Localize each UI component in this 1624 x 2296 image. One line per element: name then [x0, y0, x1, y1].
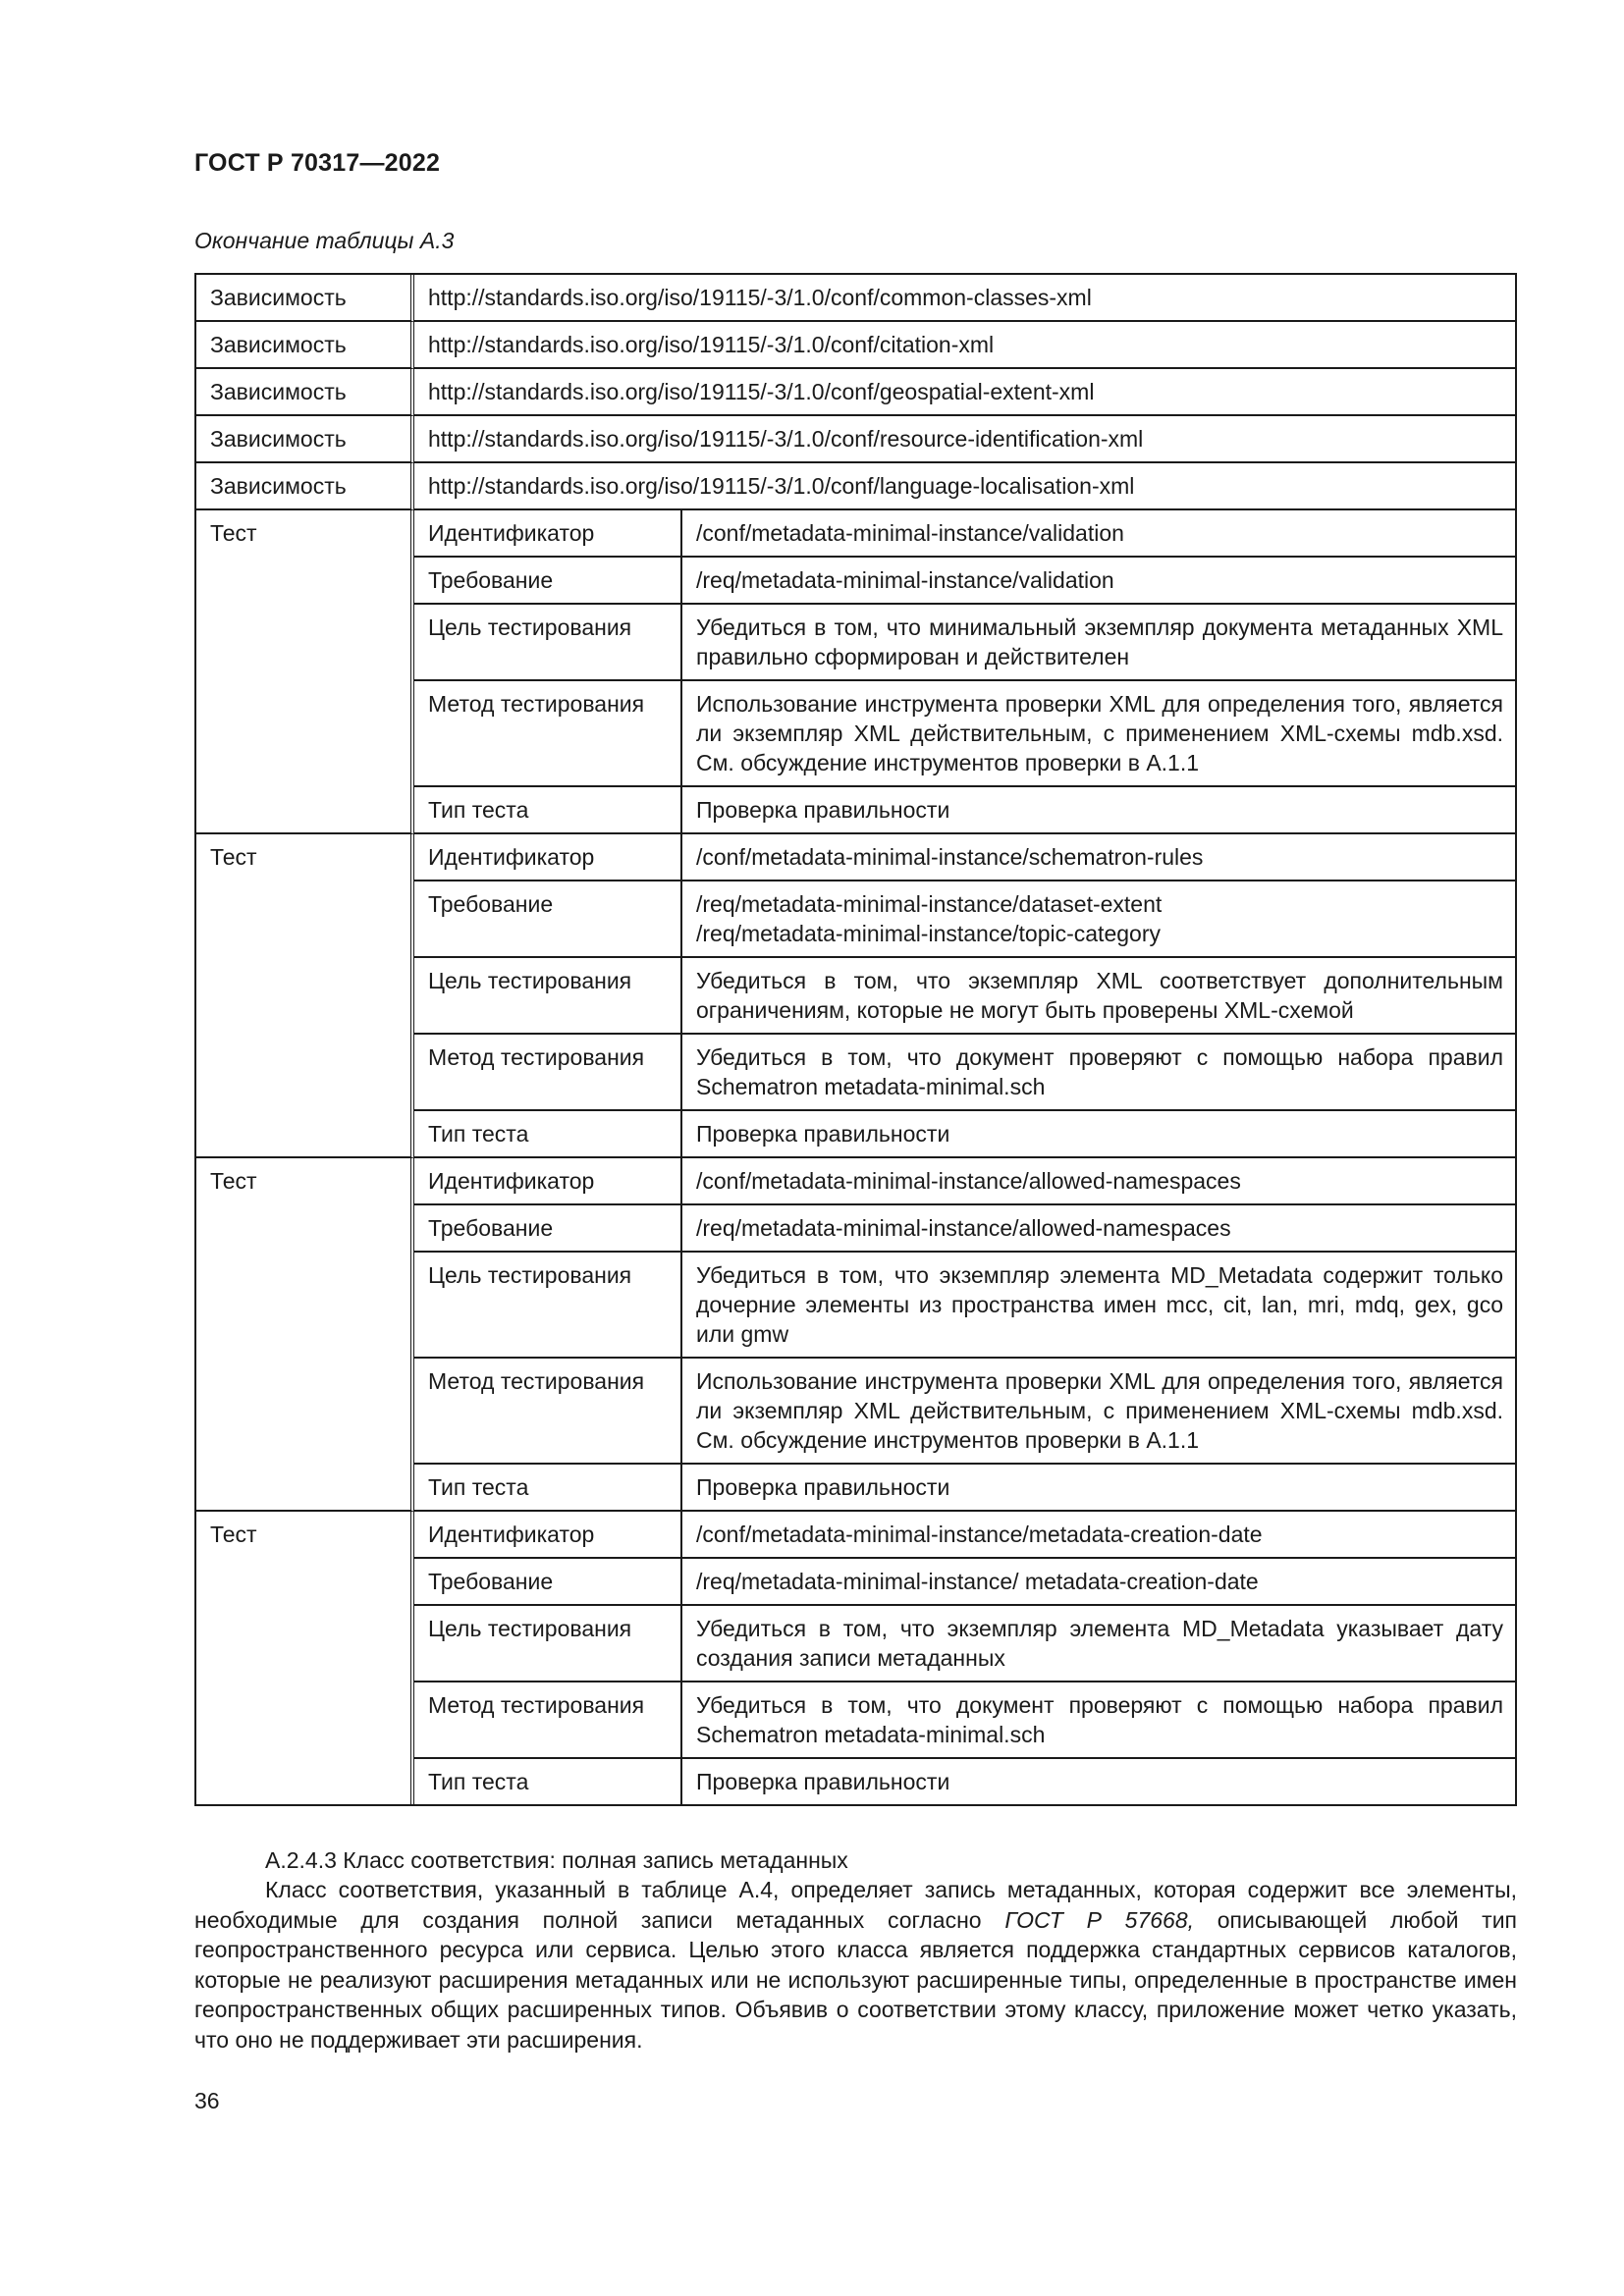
test-field-key: Идентификатор: [414, 510, 682, 558]
test-field-key: Идентификатор: [414, 1158, 682, 1205]
paragraph-text-2: описывающей любой тип геопространственного ресурса или сервиса. Целью этого класса является поддержка стандартных сервисов каталогов, которые не реализуют расширения метаданных или не используют расширенные типы, определенные в пространстве имен геопространственных общих расширенных типов. Объявив о соответствии этому классу, приложение может четко указать, что оно не поддерживает эти расширения.: [194, 1906, 1517, 2053]
dependency-uri: http://standards.iso.org/iso/19115/-3/1.0/conf/citation-xml: [414, 322, 1515, 369]
test-field-key: Цель тестирования: [414, 1606, 682, 1682]
test-field-key: Требование: [414, 1559, 682, 1606]
dependency-row: [196, 322, 1515, 369]
test-field-value: /req/metadata-minimal-instance/validation: [682, 558, 1515, 605]
test-label: Тест: [196, 1158, 414, 1512]
test-field-key: Идентификатор: [414, 1512, 682, 1559]
test-row: [196, 834, 1515, 881]
test-field-key: Цель тестирования: [414, 605, 682, 681]
test-field-key: Цель тестирования: [414, 1253, 682, 1359]
dependency-uri: http://standards.iso.org/iso/19115/-3/1.0/conf/language-localisation-xml: [414, 463, 1515, 510]
dependency-row: [196, 275, 1515, 322]
test-field-key: Требование: [414, 1205, 682, 1253]
dependency-label: Зависимость: [196, 463, 414, 510]
test-field-value: /req/metadata-minimal-instance/allowed-namespaces: [682, 1205, 1515, 1253]
table-caption: Окончание таблицы А.3: [194, 228, 455, 253]
test-row: [196, 510, 1515, 558]
standard-reference: ГОСТ Р 57668,: [1004, 1906, 1195, 1933]
test-field-key: Метод тестирования: [414, 1359, 682, 1465]
test-field-value: /conf/metadata-minimal-instance/metadata-creation-date: [682, 1512, 1515, 1559]
test-field-value: /req/metadata-minimal-instance/ metadata-creation-date: [682, 1559, 1515, 1606]
test-row: [196, 1512, 1515, 1559]
test-field-key: Тип теста: [414, 787, 682, 834]
test-label: Тест: [196, 510, 414, 834]
test-field-value: /conf/metadata-minimal-instance/schematron-rules: [682, 834, 1515, 881]
test-field-value: Проверка правильности: [682, 1465, 1515, 1512]
conformance-table: [194, 273, 1517, 1806]
dependency-row: [196, 416, 1515, 463]
test-field-value: Проверка правильности: [682, 787, 1515, 834]
section-paragraph: [194, 1875, 1517, 2055]
test-field-value: /conf/metadata-minimal-instance/validation: [682, 510, 1515, 558]
test-field-key: Метод тестирования: [414, 1035, 682, 1111]
dependency-uri: http://standards.iso.org/iso/19115/-3/1.0/conf/common-classes-xml: [414, 275, 1515, 322]
test-field-value: Проверка правильности: [682, 1111, 1515, 1158]
test-field-key: Цель тестирования: [414, 958, 682, 1035]
dependency-uri: http://standards.iso.org/iso/19115/-3/1.0/conf/geospatial-extent-xml: [414, 369, 1515, 416]
test-field-key: Требование: [414, 558, 682, 605]
test-field-key: Тип теста: [414, 1111, 682, 1158]
test-field-key: Идентификатор: [414, 834, 682, 881]
test-field-value: Убедиться в том, что документ проверяют с помощью набора правил Schematron metadata-minimal.sch: [682, 1682, 1515, 1759]
test-field-value: Убедиться в том, что экземпляр элемента MD_Metadata содержит только дочерние элементы из пространства имен mcc, cit, lan, mri, mdq, gex, gco или gmw: [682, 1253, 1515, 1359]
test-field-value: /conf/metadata-minimal-instance/allowed-namespaces: [682, 1158, 1515, 1205]
test-field-value: Убедиться в том, что экземпляр XML соответствует дополнительным ограничениям, которые не могут быть проверены XML-схемой: [682, 958, 1515, 1035]
dependency-uri: http://standards.iso.org/iso/19115/-3/1.0/conf/resource-identification-xml: [414, 416, 1515, 463]
test-field-key: Тип теста: [414, 1759, 682, 1804]
test-label: Тест: [196, 1512, 414, 1804]
test-field-value: Убедиться в том, что экземпляр элемента MD_Metadata указывает дату создания записи метаданных: [682, 1606, 1515, 1682]
test-field-key: Метод тестирования: [414, 681, 682, 787]
test-field-key: Требование: [414, 881, 682, 958]
page-number: 36: [194, 2088, 220, 2113]
section-heading: А.2.4.3 Класс соответствия: полная запись метаданных: [265, 1847, 848, 1873]
dependency-label: Зависимость: [196, 416, 414, 463]
test-field-value: Убедиться в том, что документ проверяют с помощью набора правил Schematron metadata-minimal.sch: [682, 1035, 1515, 1111]
dependency-row: [196, 463, 1515, 510]
dependency-label: Зависимость: [196, 275, 414, 322]
dependency-row: [196, 369, 1515, 416]
paragraph-text-1: Класс соответствия, указанный в таблице А.4, определяет запись метаданных, которая содержит все элементы, необходимые для создания полной записи метаданных согласно: [194, 1877, 1517, 1933]
test-field-value: Использование инструмента проверки XML для определения того, является ли экземпляр XML действительным, с применением XML-схемы mdb.xsd. См. обсуждение инструментов проверки в А.1.1: [682, 681, 1515, 787]
document-id-header: ГОСТ Р 70317—2022: [194, 149, 441, 177]
test-label: Тест: [196, 834, 414, 1158]
test-field-value: Убедиться в том, что минимальный экземпляр документа метаданных XML правильно сформирован и действителен: [682, 605, 1515, 681]
test-field-key: Тип теста: [414, 1465, 682, 1512]
test-field-value: /req/metadata-minimal-instance/dataset-extent /req/metadata-minimal-instance/topic-category: [682, 881, 1515, 958]
dependency-label: Зависимость: [196, 322, 414, 369]
test-field-key: Метод тестирования: [414, 1682, 682, 1759]
test-row: [196, 1158, 1515, 1205]
test-field-value: Проверка правильности: [696, 1769, 950, 1794]
test-field-value: Использование инструмента проверки XML для определения того, является ли экземпляр XML действительным, с применением XML-схемы mdb.xsd. См. обсуждение инструментов проверки в А.1.1: [682, 1359, 1515, 1465]
dependency-label: Зависимость: [196, 369, 414, 416]
